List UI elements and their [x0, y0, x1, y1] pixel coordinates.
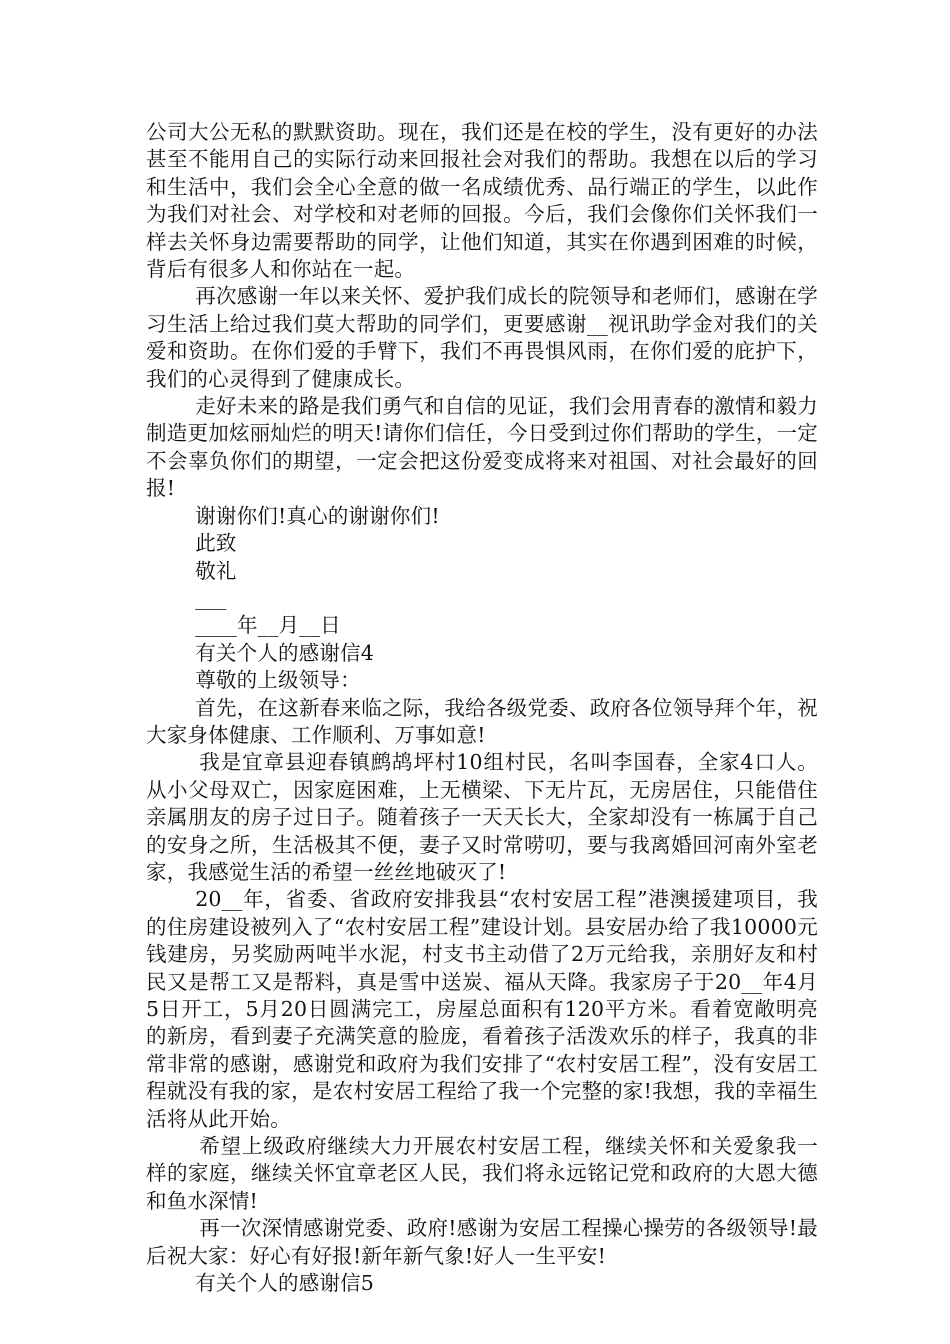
letter3-date-line: ____年__月__日: [195, 613, 341, 638]
letter4-title: 有关个人的感谢信4: [195, 640, 375, 665]
letter4-paragraph-1: 首先，在这新春来临之际，我给各级党委、政府各位领导拜个年，祝大家身体健康、工作顺利、万事如意!: [146, 695, 818, 747]
letter4-salutation: 尊敬的上级领导：: [195, 668, 361, 693]
letter5-title: 有关个人的感谢信5: [195, 1271, 375, 1296]
letter3-signature-blank: ___: [195, 585, 227, 610]
letter4-paragraph-2: 我是宜章县迎春镇鹧鸪坪村10组村民，名叫李国春，全家4口人。从小父母双亡，因家庭困难，上无横梁、下无片瓦，无房居住，只能借住亲属朋友的房子过日子。随着孩子一天天长大，全家却没有一栋属于自己的安身之所，生活极其不便，妻子又时常唠叨，要与我离婚回河南外室老家，我感觉生活的希望一丝丝地破灭了!: [146, 750, 818, 884]
document-page: [146, 119, 818, 1297]
letter3-paragraph-2: 再次感谢一年以来关怀、爱护我们成长的院领导和老师们，感谢在学习生活上给过我们莫大帮助的同学们，更要感谢__视讯助学金对我们的关爱和资助。在你们爱的手臂下，我们不再畏惧风雨，在你们爱的庇护下，我们的心灵得到了健康成长。: [146, 284, 818, 391]
letter4-paragraph-4: 希望上级政府继续大力开展农村安居工程，继续关怀和关爱象我一样的家庭，继续关怀宜章老区人民，我们将永远铭记党和政府的大恩大德和鱼水深情!: [146, 1134, 818, 1213]
letter3-paragraph-1: 公司大公无私的默默资助。现在，我们还是在校的学生，没有更好的办法甚至不能用自己的实际行动来回报社会对我们的帮助。我想在以后的学习和生活中，我们会全心全意的做一名成绩优秀、品行端正的学生，以此作为我们对社会、对学校和对老师的回报。今后，我们会像你们关怀我们一样去关怀身边需要帮助的同学，让他们知道，其实在你遇到困难的时候，背后有很多人和你站在一起。: [146, 120, 818, 282]
letter3-closing-jingli: 敬礼: [195, 558, 237, 583]
letter3-closing-cizhi: 此致: [195, 531, 237, 556]
letter4-paragraph-3: 20__年，省委、省政府安排我县“农村安居工程”港澳援建项目，我的住房建设被列入了“农村安居工程”建设计划。县安居办给了我10000元钱建房，另奖励两吨半水泥，村支书主动借了2万元给我，亲朋好友和村民又是帮工又是帮料，真是雪中送炭、福从天降。我家房子于20__年4月5日开工，5月20日圆满完工，房屋总面积有120平方米。看着宽敞明亮的新房，看到妻子充满笑意的脸庞，看着孩子活泼欢乐的样子，我真的非常非常的感谢，感谢党和政府为我们安排了“农村安居工程”，没有安居工程就没有我的家，是农村安居工程给了我一个完整的家!我想，我的幸福生活将从此开始。: [146, 887, 818, 1131]
letter4-paragraph-5: 再一次深情感谢党委、政府!感谢为安居工程操心操劳的各级领导!最后祝大家：好心有好报!新年新气象!好人一生平安!: [146, 1216, 818, 1268]
letter3-paragraph-3: 走好未来的路是我们勇气和自信的见证，我们会用青春的激情和毅力制造更加炫丽灿烂的明天!请你们信任，今日受到过你们帮助的学生，一定不会辜负你们的期望，一定会把这份爱变成将来对祖国、对社会最好的回报!: [146, 394, 818, 501]
letter3-thanks-line: 谢谢你们!真心的谢谢你们!: [195, 503, 440, 528]
